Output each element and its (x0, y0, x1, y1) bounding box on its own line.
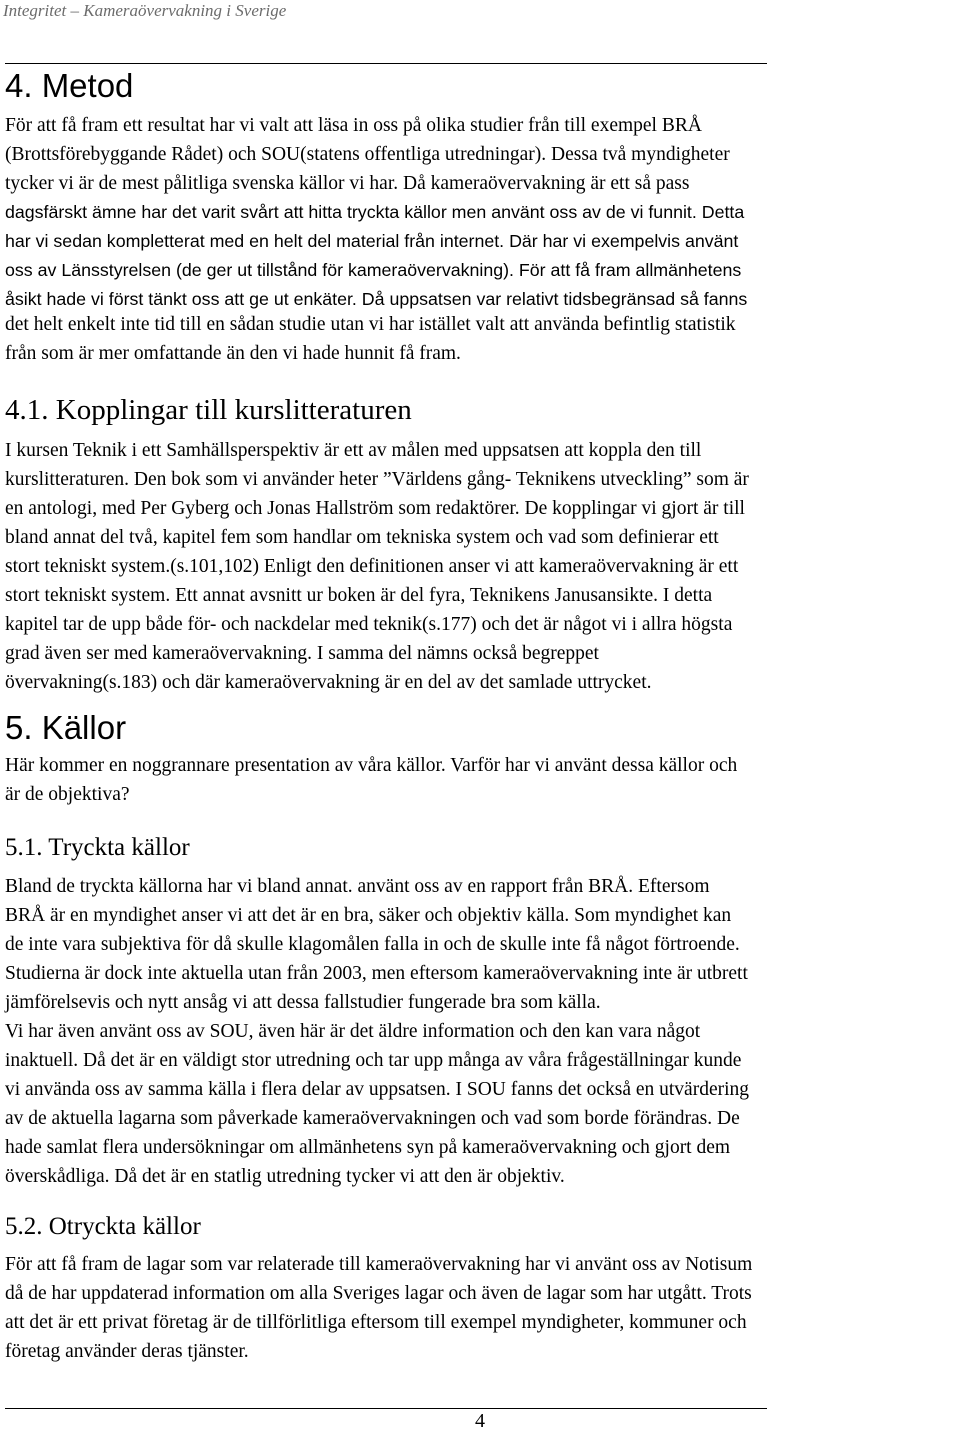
text-line: oss av Länsstyrelsen (de ger ut tillstånd för kameraövervakning). För att få fram allmänhetens (5, 260, 742, 280)
text-line: de inte vara subjektiva för då skulle klagomålen falla in och de skulle inte få något förtroende. (5, 934, 740, 955)
text-line: från som är mer omfattande än den vi hade hunnit få fram. (5, 343, 461, 364)
paragraph-otryckta-kallor (5, 1250, 957, 1366)
running-header: Integritet – Kameraövervakning i Sverige (3, 1, 287, 20)
text-line: överskådliga. Då det är en statlig utredning tycker vi att den är objektiv. (5, 1166, 565, 1187)
text-line: Vi har även använt oss av SOU, även här är det äldre information och den kan vara något (5, 1021, 701, 1042)
text-line: För att få fram ett resultat har vi valt att läsa in oss på olika studier från till exempel BRÅ (5, 115, 702, 136)
text-line: övervakning(s.183) och där kameraövervakning är en del av det samlade uttrycket. (5, 672, 652, 693)
text-line: inaktuell. Då det är en väldigt stor utredning och tar upp många av våra frågeställningar kunde (5, 1050, 742, 1071)
text-line: har vi sedan kompletterat med en helt del material från internet. Där har vi exempelvis använt (5, 231, 739, 251)
text-line: då de har uppdaterad information om alla Sveriges lagar och även de lagar som har utgått. Trots (5, 1283, 752, 1304)
text-line: företag använder deras tjänster. (5, 1341, 249, 1362)
text-line: kapitel tar de upp både för- och nackdelar med teknik(s.177) och det är något vi i allra högsta (5, 614, 733, 635)
paragraph-metod-sans (5, 198, 957, 314)
text-line: kurslitteraturen. Den bok som vi använder heter ”Världens gång- Teknikens utveckling” som är (5, 469, 749, 490)
text-line: stort tekniskt system. Ett annat avsnitt ur boken är del fyra, Teknikens Janusansikte. I detta (5, 585, 713, 606)
text-line: är de objektiva? (5, 784, 130, 805)
heading-metod: 4. Metod (5, 67, 134, 104)
paragraph-metod-end (5, 310, 957, 368)
text-line: tycker vi är de mest pålitliga svenska källor vi har. Då kameraövervakning är ett så pass (5, 173, 690, 194)
heading-kallor: 5. Källor (5, 709, 127, 746)
header-rule (5, 63, 767, 64)
text-line: (Brottsförebyggande Rådet) och SOU(statens offentliga utredningar). Dessa två myndigheter (5, 144, 730, 165)
paragraph-metod (5, 111, 957, 198)
heading-kopplingar: 4.1. Kopplingar till kurslitteraturen (5, 394, 412, 426)
footer-rule (5, 1408, 767, 1409)
text-line: BRÅ är en myndighet anser vi att det är en bra, säker och objektiv källa. Som myndighet kan (5, 905, 732, 926)
text-line: att det är ett privat företag är de tillförlitliga eftersom till exempel myndigheter, kommuner och (5, 1312, 747, 1333)
text-line: av de aktuella lagarna som påverkade kameraövervakningen och vad som borde förändras. De (5, 1108, 740, 1129)
text-line: Studierna är dock inte aktuella utan från 2003, men eftersom kameraövervakning inte är utbrett (5, 963, 748, 984)
text-line: Här kommer en noggrannare presentation av våra källor. Varför har vi använt dessa källor och (5, 755, 738, 776)
text-line: bland annat del två, kapitel fem som handlar om tekniska system och vad som definierar ett (5, 527, 719, 548)
text-line: dagsfärskt ämne har det varit svårt att hitta tryckta källor men använt oss av de vi funnit. Detta (5, 202, 745, 222)
text-line: I kursen Teknik i ett Samhällsperspektiv är ett av målen med uppsatsen att koppla den till (5, 440, 702, 461)
text-line: För att få fram de lagar som var relaterade till kameraövervakning har vi använt oss av Notisum (5, 1254, 753, 1275)
text-line: jämförelsevis och nytt ansåg vi att dessa fallstudier fungerade bra som källa. (5, 992, 601, 1013)
heading-otryckta-kallor: 5.2. Otryckta källor (5, 1213, 201, 1240)
text-line: det helt enkelt inte tid till en sådan studie utan vi har istället valt att använda befintlig statistik (5, 314, 736, 335)
text-line: grad även ser med kameraövervakning. I samma del nämns också begreppet (5, 643, 599, 664)
text-line: en antologi, med Per Gyberg och Jonas Hallström som redaktörer. De kopplingar vi gjort är till (5, 498, 745, 519)
page-number: 4 (475, 1410, 485, 1432)
text-line: stort tekniskt system.(s.101,102) Enligt den definitionen anser vi att kameraövervakning är ett (5, 556, 739, 577)
paragraph-kopplingar (5, 436, 957, 697)
text-line: hade samlat flera undersökningar om allmänhetens syn på kameraövervakning och gjort dem (5, 1137, 731, 1158)
text-line: åsikt hade vi först tänkt oss att ge ut enkäter. Då uppsatsen var relativt tidsbegränsad så fanns (5, 289, 748, 309)
paragraph-kallor (5, 751, 957, 809)
paragraph-tryckta-kallor (5, 872, 957, 1191)
text-line: Bland de tryckta källorna har vi bland annat. använt oss av en rapport från BRÅ. Eftersom (5, 876, 710, 897)
text-line: vi använda oss av samma källa i flera delar av uppsatsen. I SOU fanns det också en utvärdering (5, 1079, 750, 1100)
heading-tryckta-kallor: 5.1. Tryckta källor (5, 834, 190, 861)
